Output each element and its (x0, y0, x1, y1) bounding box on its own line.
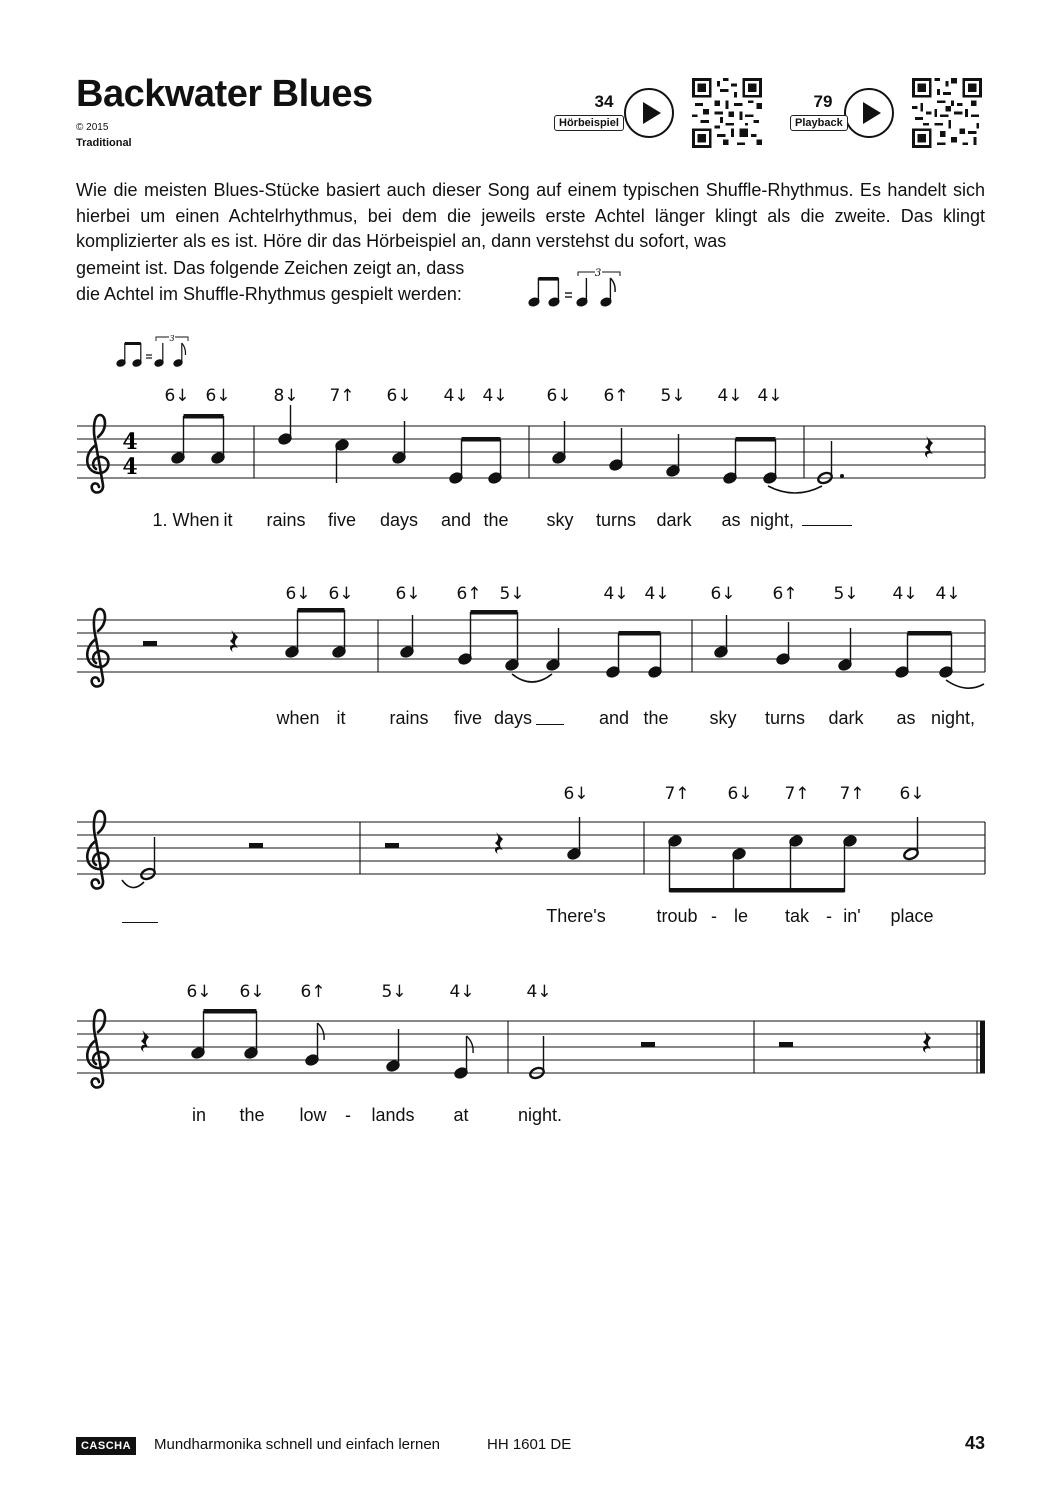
harmonica-hole: 6↓ (239, 982, 265, 1002)
harmonica-hole: 4↓ (757, 386, 783, 406)
example-track-number: 34 (594, 92, 614, 111)
harmonica-hole: 6↑ (456, 584, 482, 604)
harmonica-hole: 7↑ (664, 784, 690, 804)
harmonica-hole: 6↓ (563, 784, 589, 804)
lyric-syllable: five (453, 708, 483, 728)
harmonica-hole: 4↓ (449, 982, 475, 1002)
lyric-extender (802, 525, 852, 526)
lyric-syllable: when (276, 708, 320, 728)
lyric-syllable: days (493, 708, 533, 728)
harmonica-hole: 6↓ (899, 784, 925, 804)
staff-system-1 (77, 405, 985, 493)
lyric-syllable: days (379, 510, 419, 530)
lyric-syllable: night. (517, 1105, 563, 1125)
lyric-syllable: rains (266, 510, 306, 530)
harmonica-hole: 6↑ (603, 386, 629, 406)
quarter-rest (141, 1030, 149, 1052)
harmonica-hole: 4↓ (526, 982, 552, 1002)
triplet-number: 3 (594, 268, 602, 279)
harmonica-hole: 6↓ (285, 584, 311, 604)
harmonica-hole: 4↓ (892, 584, 918, 604)
harmonica-hole: 8↓ (273, 386, 299, 406)
lyric-syllable: troub (656, 906, 698, 926)
book-title: Mundharmonika schnell und einfach lernen (154, 1436, 441, 1453)
staff-system-4 (77, 1009, 985, 1087)
harmonica-hole: 7↑ (784, 784, 810, 804)
lyric-syllable: in' (843, 906, 861, 926)
lyric-syllable: turns (764, 708, 806, 728)
lyric-syllable: dark (828, 708, 864, 728)
harmonica-hole: 6↑ (300, 982, 326, 1002)
lyric-syllable: low (299, 1105, 327, 1125)
lyric-syllable: place (890, 906, 934, 926)
half-rest (143, 641, 157, 646)
lyric-extender (536, 724, 564, 725)
treble-clef-icon (87, 811, 108, 888)
harmonica-hole: 6↓ (395, 584, 421, 604)
harmonica-hole: 6↓ (328, 584, 354, 604)
publisher-logo: CASCHA (76, 1437, 136, 1455)
composer-credit: Traditional (76, 137, 132, 149)
intro-tail-line-2: die Achtel im Shuffle-Rhythmus gespielt werden: (76, 283, 462, 304)
lyric-syllable: it (336, 708, 346, 728)
lyric-syllable: and (598, 708, 630, 728)
lyric-syllable: sky (546, 510, 574, 530)
harmonica-hole: 5↓ (833, 584, 859, 604)
intro-tail-line-1: gemeint ist. Das folgende Zeichen zeigt an, dass (76, 258, 465, 278)
harmonica-hole: 7↑ (839, 784, 865, 804)
lyric-syllable: 1. When (152, 510, 220, 530)
lyric-syllable: and (440, 510, 472, 530)
lyric-syllable: tak (784, 906, 810, 926)
half-rest (641, 1042, 655, 1047)
harmonica-hole: 6↓ (710, 584, 736, 604)
lyric-syllable: at (453, 1105, 469, 1125)
lyric-syllable: the (483, 510, 509, 530)
lyric-syllable: le (733, 906, 749, 926)
page-number: 43 (964, 1433, 985, 1453)
intro-paragraph: Wie die meisten Blues-Stücke basiert auch dieser Song auf einem typischen Shuffle-Rhythmus. Es handelt sich hierbei um einen Achtelrhythmus, bei dem die jeweils erste Achtel länger klingt als die zweite. Das klingt komplizierter als es ist. Höre dir das Hörbeispiel an, dann verstehst du sofort, was (76, 180, 985, 251)
lyric-hyphen: - (345, 1105, 351, 1125)
treble-clef-icon (87, 609, 108, 686)
book-code: HH 1601 DE (487, 1436, 572, 1453)
lyric-syllable: night, (749, 510, 795, 530)
harmonica-hole: 6↓ (546, 386, 572, 406)
harmonica-hole: 6↓ (386, 386, 412, 406)
time-signature-top: 4 (122, 429, 138, 455)
lyric-syllable: the (239, 1105, 265, 1125)
playback-track-number: 79 (813, 92, 833, 111)
harmonica-hole: 5↓ (499, 584, 525, 604)
lyric-syllable: dark (656, 510, 692, 530)
page-title: Backwater Blues (76, 73, 373, 115)
harmonica-hole: 5↓ (381, 982, 407, 1002)
harmonica-hole: 4↓ (644, 584, 670, 604)
harmonica-hole: 6↓ (205, 386, 231, 406)
lyric-syllable: There's (546, 906, 606, 926)
lyric-syllable: sky (709, 708, 737, 728)
harmonica-hole: 4↓ (443, 386, 469, 406)
treble-clef-icon (87, 415, 108, 492)
example-label: Hörbeispiel (554, 115, 624, 131)
harmonica-hole: 4↓ (717, 386, 743, 406)
harmonica-hole: 7↑ (329, 386, 355, 406)
triplet-number-score: 3 (169, 334, 175, 343)
lyric-syllable: as (721, 510, 741, 530)
lyric-syllable: five (327, 510, 357, 530)
lyric-syllable: turns (595, 510, 637, 530)
harmonica-hole: 6↓ (164, 386, 190, 406)
harmonica-hole: 4↓ (935, 584, 961, 604)
lyric-syllable: the (643, 708, 669, 728)
half-rest (385, 843, 399, 848)
lyric-extender (122, 922, 158, 923)
half-rest (249, 843, 263, 848)
lyric-syllable: in (191, 1105, 207, 1125)
half-rest (779, 1042, 793, 1047)
lyric-syllable: rains (389, 708, 429, 728)
lyric-syllable: night, (930, 708, 976, 728)
harmonica-hole: 4↓ (482, 386, 508, 406)
playback-label: Playback (790, 115, 848, 131)
harmonica-hole: 5↓ (660, 386, 686, 406)
harmonica-hole: 4↓ (603, 584, 629, 604)
copyright-note: © 2015 (76, 122, 109, 133)
lyric-syllable: as (896, 708, 916, 728)
staff-system-3 (77, 811, 985, 893)
harmonica-hole: 6↓ (186, 982, 212, 1002)
lyric-syllable: it (223, 510, 233, 530)
treble-clef-icon (87, 1010, 108, 1087)
time-signature-bottom: 4 (122, 454, 138, 480)
lyric-syllable: lands (371, 1105, 415, 1125)
harmonica-hole: 6↓ (727, 784, 753, 804)
lyric-hyphen: - (826, 906, 832, 926)
harmonica-hole: 6↑ (772, 584, 798, 604)
staff-system-2 (77, 608, 985, 688)
lyric-hyphen: - (711, 906, 717, 926)
